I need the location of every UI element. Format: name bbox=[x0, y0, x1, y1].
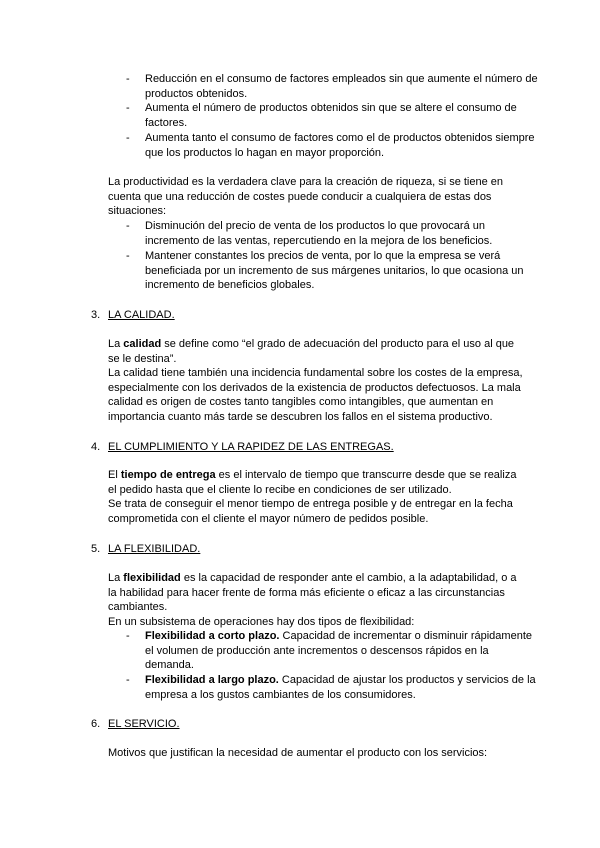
bold-term: Flexibilidad a largo plazo. bbox=[145, 674, 279, 686]
list-item: Flexibilidad a largo plazo. Capacidad de ajustar los productos y servicios de la empresa a los gustos cambiantes de los consumidores. bbox=[145, 674, 536, 701]
section-number: 3. bbox=[91, 309, 101, 321]
bold-term: calidad bbox=[123, 338, 162, 350]
paragraph-flexibilidad: En un subsistema de operaciones hay dos tipos de flexibilidad: bbox=[108, 616, 415, 628]
list-dash: - bbox=[126, 674, 130, 686]
paragraph-productividad: La productividad es la verdadera clave para la creación de riqueza, si se tiene en cuenta que una reducción de costes puede conducir a cualquiera de estas dos situaciones: bbox=[108, 176, 504, 218]
paragraph-servicio: Motivos que justifican la necesidad de aumentar el producto con los servicios: bbox=[108, 747, 488, 759]
section-heading-entregas: EL CUMPLIMIENTO Y LA RAPIDEZ DE LAS ENTREGAS. bbox=[108, 441, 394, 453]
list-dash: - bbox=[126, 73, 130, 85]
section-heading-calidad: LA CALIDAD. bbox=[108, 309, 175, 321]
paragraph-entrega-definition: El tiempo de entrega es el intervalo de tiempo que transcurre desde que se realiza el pedido hasta que el cliente lo recibe en condiciones de ser utilizado. bbox=[108, 469, 517, 496]
list-dash: - bbox=[126, 220, 130, 232]
paragraph-calidad-definition: La calidad se define como “el grado de adecuación del producto para el uso al que se le destina”. bbox=[108, 338, 515, 365]
paragraph-entrega: Se trata de conseguir el menor tiempo de entrega posible y de entregar en la fecha comprometida con el cliente el mayor número de pedidos posible. bbox=[108, 498, 513, 525]
list-dash: - bbox=[126, 132, 130, 144]
section-number: 5. bbox=[91, 543, 101, 555]
list-item: Aumenta el número de productos obtenidos sin que se altere el consumo de factores. bbox=[145, 102, 517, 129]
list-dash: - bbox=[126, 102, 130, 114]
list-dash: - bbox=[126, 630, 130, 642]
bold-term: tiempo de entrega bbox=[120, 469, 216, 481]
list-item: Flexibilidad a corto plazo. Capacidad de incrementar o disminuir rápidamente el volumen de producción ante incrementos o descensos rápidos en la demanda. bbox=[145, 630, 532, 672]
bold-term: flexibilidad bbox=[123, 572, 181, 584]
section-number: 4. bbox=[91, 441, 101, 453]
section-number: 6. bbox=[91, 718, 101, 730]
paragraph-calidad: La calidad tiene también una incidencia fundamental sobre los costes de la empresa, especialmente con los derivados de la existencia de productos defectuosos. La mala calidad es origen de costes tanto tangibles como intangibles, que aumentan en importancia cuanto más tarde se descubren los fallos en el sistema productivo. bbox=[108, 367, 523, 423]
section-heading-flexibilidad: LA FLEXIBILIDAD. bbox=[108, 543, 201, 555]
list-item: Reducción en el consumo de factores empleados sin que aumente el número de productos obtenidos. bbox=[145, 73, 538, 100]
bold-term: Flexibilidad a corto plazo. bbox=[145, 630, 280, 642]
list-dash: - bbox=[126, 250, 130, 262]
list-item: Mantener constantes los precios de venta, por lo que la empresa se verá beneficiada por un incremento de sus márgenes unitarios, lo que ocasiona un incremento de beneficios globales. bbox=[145, 250, 524, 292]
paragraph-flexibilidad-definition: La flexibilidad es la capacidad de responder ante el cambio, a la adaptabilidad, o a la habilidad para hacer frente de forma más eficiente o eficaz a las circunstancias cambiantes. bbox=[108, 572, 517, 614]
list-item: Aumenta tanto el consumo de factores como el de productos obtenidos siempre que los productos lo hagan en mayor proporción. bbox=[145, 132, 535, 159]
list-item: Disminución del precio de venta de los productos lo que provocará un incremento de las ventas, repercutiendo en la mejora de los beneficios. bbox=[145, 220, 493, 247]
section-heading-servicio: EL SERVICIO. bbox=[108, 718, 180, 730]
